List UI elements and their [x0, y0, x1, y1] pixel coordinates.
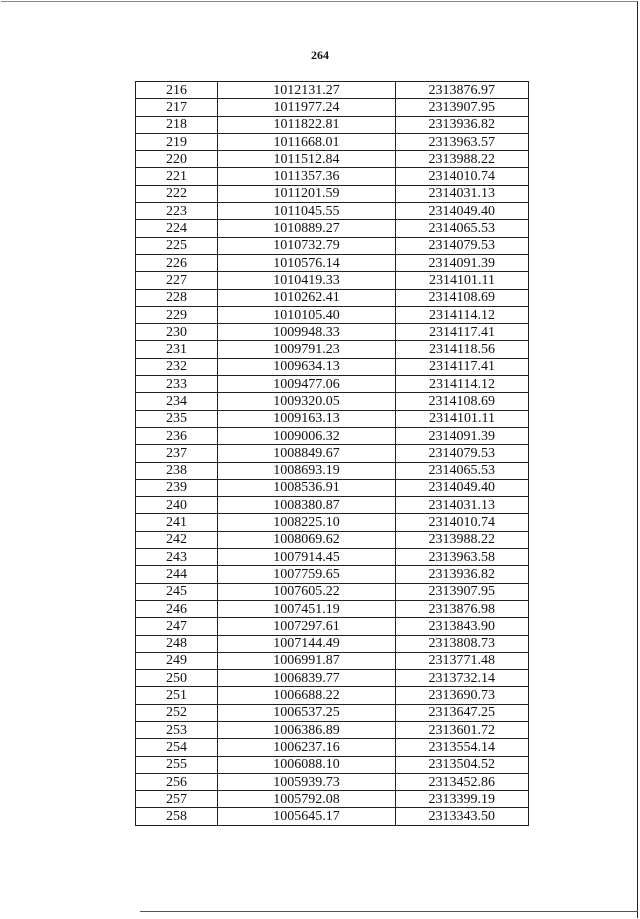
x-coordinate-cell: 1009791.23	[218, 341, 396, 358]
x-coordinate-cell: 1011512.84	[218, 151, 396, 168]
point-number-cell: 245	[136, 583, 218, 600]
table-row	[136, 462, 529, 479]
x-coordinate-cell: 1008225.10	[218, 514, 396, 531]
point-number-cell: 220	[136, 151, 218, 168]
x-coordinate-cell: 1011668.01	[218, 133, 396, 150]
x-coordinate-cell: 1007914.45	[218, 549, 396, 566]
table-row	[136, 289, 529, 306]
y-coordinate-cell: 2313843.90	[396, 618, 529, 635]
y-coordinate-cell: 2314065.53	[396, 462, 529, 479]
y-coordinate-cell: 2314108.69	[396, 289, 529, 306]
y-coordinate-cell: 2314108.69	[396, 393, 529, 410]
table-row	[136, 254, 529, 271]
y-coordinate-cell: 2313936.82	[396, 116, 529, 133]
table-row	[136, 497, 529, 514]
table-row	[136, 721, 529, 738]
table-row	[136, 687, 529, 704]
y-coordinate-cell: 2313343.50	[396, 808, 529, 825]
x-coordinate-cell: 1011045.55	[218, 203, 396, 220]
x-coordinate-cell: 1006991.87	[218, 652, 396, 669]
y-coordinate-cell: 2314118.56	[396, 341, 529, 358]
x-coordinate-cell: 1009006.32	[218, 427, 396, 444]
x-coordinate-cell: 1010732.79	[218, 237, 396, 254]
table-row	[136, 583, 529, 600]
y-coordinate-cell: 2314117.41	[396, 324, 529, 341]
x-coordinate-cell: 1011201.59	[218, 185, 396, 202]
y-coordinate-cell: 2314065.53	[396, 220, 529, 237]
x-coordinate-cell: 1008849.67	[218, 445, 396, 462]
point-number-cell: 219	[136, 133, 218, 150]
point-number-cell: 236	[136, 427, 218, 444]
y-coordinate-cell: 2313907.95	[396, 583, 529, 600]
y-coordinate-cell: 2313452.86	[396, 773, 529, 790]
point-number-cell: 224	[136, 220, 218, 237]
table-row	[136, 133, 529, 150]
y-coordinate-cell: 2313963.58	[396, 549, 529, 566]
x-coordinate-cell: 1006088.10	[218, 756, 396, 773]
y-coordinate-cell: 2314079.53	[396, 445, 529, 462]
point-number-cell: 248	[136, 635, 218, 652]
y-coordinate-cell: 2314091.39	[396, 427, 529, 444]
table-row	[136, 168, 529, 185]
x-coordinate-cell: 1005939.73	[218, 773, 396, 790]
point-number-cell: 252	[136, 704, 218, 721]
point-number-cell: 226	[136, 254, 218, 271]
point-number-cell: 250	[136, 670, 218, 687]
table-row	[136, 549, 529, 566]
point-number-cell: 222	[136, 185, 218, 202]
y-coordinate-cell: 2313936.82	[396, 566, 529, 583]
table-row	[136, 82, 529, 99]
table-row	[136, 99, 529, 116]
y-coordinate-cell: 2313399.19	[396, 791, 529, 808]
x-coordinate-cell: 1008536.91	[218, 479, 396, 496]
x-coordinate-cell: 1006839.77	[218, 670, 396, 687]
x-coordinate-cell: 1009320.05	[218, 393, 396, 410]
y-coordinate-cell: 2313601.72	[396, 721, 529, 738]
coordinate-table	[135, 81, 529, 826]
point-number-cell: 253	[136, 721, 218, 738]
table-row	[136, 652, 529, 669]
point-number-cell: 257	[136, 791, 218, 808]
point-number-cell: 244	[136, 566, 218, 583]
point-number-cell: 237	[136, 445, 218, 462]
x-coordinate-cell: 1010105.40	[218, 306, 396, 323]
y-coordinate-cell: 2314049.40	[396, 479, 529, 496]
table-row	[136, 531, 529, 548]
bottom-rule	[140, 911, 638, 912]
point-number-cell: 258	[136, 808, 218, 825]
table-row	[136, 479, 529, 496]
y-coordinate-cell: 2314010.74	[396, 514, 529, 531]
point-number-cell: 255	[136, 756, 218, 773]
point-number-cell: 225	[136, 237, 218, 254]
x-coordinate-cell: 1008380.87	[218, 497, 396, 514]
table-row	[136, 410, 529, 427]
x-coordinate-cell: 1008069.62	[218, 531, 396, 548]
point-number-cell: 239	[136, 479, 218, 496]
x-coordinate-cell: 1006386.89	[218, 721, 396, 738]
x-coordinate-cell: 1006237.16	[218, 739, 396, 756]
table-row	[136, 185, 529, 202]
table-row	[136, 756, 529, 773]
y-coordinate-cell: 2313876.98	[396, 600, 529, 617]
point-number-cell: 233	[136, 376, 218, 393]
table-row	[136, 358, 529, 375]
point-number-cell: 254	[136, 739, 218, 756]
table-row	[136, 272, 529, 289]
point-number-cell: 243	[136, 549, 218, 566]
x-coordinate-cell: 1006688.22	[218, 687, 396, 704]
x-coordinate-cell: 1007605.22	[218, 583, 396, 600]
y-coordinate-cell: 2313690.73	[396, 687, 529, 704]
table-row	[136, 618, 529, 635]
y-coordinate-cell: 2314101.11	[396, 410, 529, 427]
point-number-cell: 230	[136, 324, 218, 341]
x-coordinate-cell: 1009163.13	[218, 410, 396, 427]
y-coordinate-cell: 2313876.97	[396, 82, 529, 99]
x-coordinate-cell: 1007144.49	[218, 635, 396, 652]
table-row	[136, 600, 529, 617]
table-row	[136, 237, 529, 254]
table-row	[136, 445, 529, 462]
table-row	[136, 324, 529, 341]
table-row	[136, 220, 529, 237]
x-coordinate-cell: 1007297.61	[218, 618, 396, 635]
y-coordinate-cell: 2314114.12	[396, 306, 529, 323]
y-coordinate-cell: 2314091.39	[396, 254, 529, 271]
coordinate-table-body	[136, 82, 529, 826]
table-row	[136, 566, 529, 583]
y-coordinate-cell: 2314101.11	[396, 272, 529, 289]
x-coordinate-cell: 1005645.17	[218, 808, 396, 825]
y-coordinate-cell: 2313963.57	[396, 133, 529, 150]
y-coordinate-cell: 2313907.95	[396, 99, 529, 116]
x-coordinate-cell: 1010419.33	[218, 272, 396, 289]
table-row	[136, 791, 529, 808]
table-row	[136, 773, 529, 790]
point-number-cell: 221	[136, 168, 218, 185]
point-number-cell: 251	[136, 687, 218, 704]
x-coordinate-cell: 1009477.06	[218, 376, 396, 393]
table-row	[136, 306, 529, 323]
y-coordinate-cell: 2313554.14	[396, 739, 529, 756]
y-coordinate-cell: 2313771.48	[396, 652, 529, 669]
table-row	[136, 670, 529, 687]
point-number-cell: 238	[136, 462, 218, 479]
y-coordinate-cell: 2313988.22	[396, 531, 529, 548]
point-number-cell: 218	[136, 116, 218, 133]
table-row	[136, 376, 529, 393]
table-row	[136, 151, 529, 168]
y-coordinate-cell: 2314031.13	[396, 497, 529, 514]
y-coordinate-cell: 2314031.13	[396, 185, 529, 202]
y-coordinate-cell: 2313808.73	[396, 635, 529, 652]
point-number-cell: 240	[136, 497, 218, 514]
point-number-cell: 246	[136, 600, 218, 617]
point-number-cell: 242	[136, 531, 218, 548]
point-number-cell: 235	[136, 410, 218, 427]
point-number-cell: 216	[136, 82, 218, 99]
x-coordinate-cell: 1010889.27	[218, 220, 396, 237]
table-row	[136, 427, 529, 444]
point-number-cell: 249	[136, 652, 218, 669]
point-number-cell: 256	[136, 773, 218, 790]
point-number-cell: 232	[136, 358, 218, 375]
table-row	[136, 341, 529, 358]
table-row	[136, 739, 529, 756]
x-coordinate-cell: 1009948.33	[218, 324, 396, 341]
point-number-cell: 231	[136, 341, 218, 358]
table-row	[136, 635, 529, 652]
y-coordinate-cell: 2314114.12	[396, 376, 529, 393]
x-coordinate-cell: 1012131.27	[218, 82, 396, 99]
y-coordinate-cell: 2313647.25	[396, 704, 529, 721]
table-row	[136, 203, 529, 220]
y-coordinate-cell: 2313732.14	[396, 670, 529, 687]
point-number-cell: 228	[136, 289, 218, 306]
point-number-cell: 247	[136, 618, 218, 635]
x-coordinate-cell: 1011357.36	[218, 168, 396, 185]
y-coordinate-cell: 2314049.40	[396, 203, 529, 220]
x-coordinate-cell: 1007759.65	[218, 566, 396, 583]
x-coordinate-cell: 1010262.41	[218, 289, 396, 306]
table-row	[136, 808, 529, 825]
point-number-cell: 241	[136, 514, 218, 531]
point-number-cell: 223	[136, 203, 218, 220]
point-number-cell: 229	[136, 306, 218, 323]
y-coordinate-cell: 2313988.22	[396, 151, 529, 168]
x-coordinate-cell: 1010576.14	[218, 254, 396, 271]
y-coordinate-cell: 2314117.41	[396, 358, 529, 375]
x-coordinate-cell: 1006537.25	[218, 704, 396, 721]
y-coordinate-cell: 2314079.53	[396, 237, 529, 254]
x-coordinate-cell: 1009634.13	[218, 358, 396, 375]
point-number-cell: 227	[136, 272, 218, 289]
x-coordinate-cell: 1007451.19	[218, 600, 396, 617]
y-coordinate-cell: 2314010.74	[396, 168, 529, 185]
x-coordinate-cell: 1011822.81	[218, 116, 396, 133]
page-number: 264	[311, 48, 329, 62]
x-coordinate-cell: 1005792.08	[218, 791, 396, 808]
table-row	[136, 704, 529, 721]
x-coordinate-cell: 1008693.19	[218, 462, 396, 479]
table-row	[136, 393, 529, 410]
table-row	[136, 116, 529, 133]
y-coordinate-cell: 2313504.52	[396, 756, 529, 773]
table-row	[136, 514, 529, 531]
x-coordinate-cell: 1011977.24	[218, 99, 396, 116]
point-number-cell: 217	[136, 99, 218, 116]
point-number-cell: 234	[136, 393, 218, 410]
